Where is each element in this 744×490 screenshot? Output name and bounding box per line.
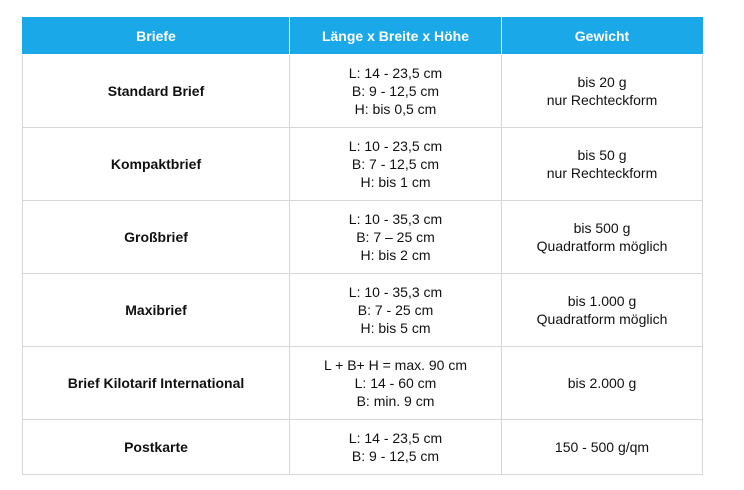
dimension-line: H: bis 2 cm <box>360 247 431 263</box>
letter-type-cell: Maxibrief <box>23 274 290 347</box>
dimensions-cell <box>290 274 502 347</box>
weight-note: nur Rechteckform <box>546 165 658 181</box>
letter-type-cell: Kompaktbrief <box>23 128 290 201</box>
weight-cell <box>502 420 703 475</box>
dimension-line: B: 9 - 12,5 cm <box>351 83 440 99</box>
weight-note: Quadratform möglich <box>536 311 668 327</box>
header-row <box>23 18 703 55</box>
dimension-line: L: 14 - 23,5 cm <box>348 65 443 81</box>
letter-type-cell: Postkarte <box>23 420 290 475</box>
weight-cell <box>502 55 703 128</box>
letter-size-table <box>22 17 703 475</box>
table-row <box>23 201 703 274</box>
letter-type-cell: Großbrief <box>23 201 290 274</box>
dimensions-cell <box>290 347 502 420</box>
weight-line: bis 20 g <box>577 74 627 90</box>
weight-line: bis 50 g <box>577 147 627 163</box>
table-row <box>23 347 703 420</box>
dimension-line: L + B+ H = max. 90 cm <box>323 357 468 373</box>
dimension-line: H: bis 5 cm <box>360 320 431 336</box>
header-weight: Gewicht <box>502 18 703 55</box>
weight-line: bis 2.000 g <box>567 375 637 391</box>
dimension-line: B: 9 - 12,5 cm <box>351 448 440 464</box>
table-row <box>23 128 703 201</box>
weight-line: 150 - 500 g/qm <box>554 439 650 455</box>
letter-type-cell: Standard Brief <box>23 55 290 128</box>
dimension-line: B: 7 - 12,5 cm <box>351 156 440 172</box>
dimension-line: L: 10 - 23,5 cm <box>348 138 443 154</box>
dimensions-cell <box>290 201 502 274</box>
dimensions-cell <box>290 128 502 201</box>
weight-line: bis 1.000 g <box>567 293 637 309</box>
weight-line: bis 500 g <box>573 220 631 236</box>
weight-note: Quadratform möglich <box>536 238 668 254</box>
dimension-line: L: 14 - 60 cm <box>354 375 437 391</box>
header-briefe: Briefe <box>23 18 290 55</box>
weight-cell <box>502 347 703 420</box>
dimensions-cell <box>290 420 502 475</box>
header-dimensions: Länge x Breite x Höhe <box>290 18 502 55</box>
dimension-line: H: bis 0,5 cm <box>354 101 437 117</box>
table-row <box>23 420 703 475</box>
weight-note: nur Rechteckform <box>546 92 658 108</box>
dimension-line: B: 7 – 25 cm <box>356 229 435 245</box>
dimension-line: L: 10 - 35,3 cm <box>348 211 443 227</box>
dimension-line: B: min. 9 cm <box>356 393 435 409</box>
dimension-line: H: bis 1 cm <box>360 174 431 190</box>
dimension-line: L: 14 - 23,5 cm <box>348 430 443 446</box>
weight-cell <box>502 201 703 274</box>
weight-cell <box>502 128 703 201</box>
table-row <box>23 274 703 347</box>
letter-size-table-container <box>22 17 703 475</box>
weight-cell <box>502 274 703 347</box>
dimension-line: L: 10 - 35,3 cm <box>348 284 443 300</box>
dimensions-cell <box>290 55 502 128</box>
dimension-line: B: 7 - 25 cm <box>357 302 434 318</box>
table-row <box>23 55 703 128</box>
letter-type-cell: Brief Kilotarif International <box>23 347 290 420</box>
